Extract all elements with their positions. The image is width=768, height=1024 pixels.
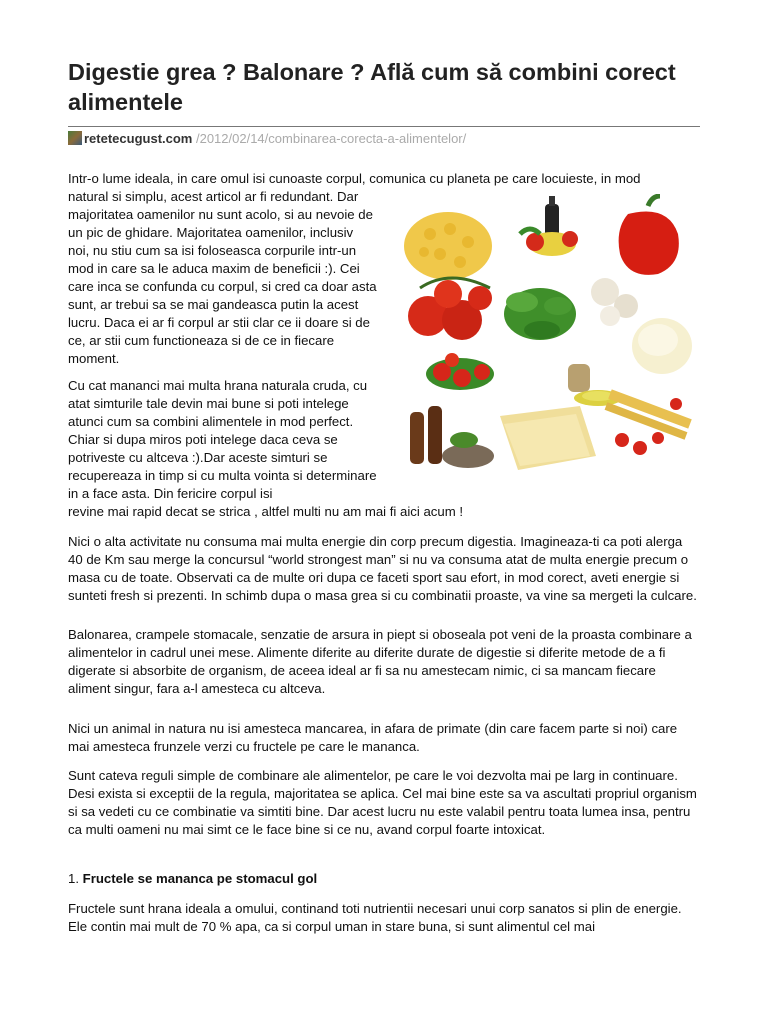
paragraph-1-rest: natural si simplu, acest articol ar fi redundant. Dar majoritatea oamenilor nu sunt acolo, si au nevoie de un pic de ghidare. Majoritatea oamenilor, inclusiv noi, nu stiu cum sa isi foloseasca corpurile intr-un mod in care sa le aduca maxim de beneficii :). Cei care inca se confunda cu corpul, si cred ca doar asta sunt, ar trebui sa se mai gandeasca putin la acest lucru. Daca ei ar fi corpul ar stii clar ce ii doare si de ce, ar stii cum functioneaza si de ce in fiecare moment. [68, 189, 377, 366]
pasta-icon [404, 212, 492, 280]
site-favicon-icon [68, 131, 82, 145]
title-divider [68, 126, 700, 127]
lasagna-sheets-icon [500, 406, 596, 470]
tomatoes-icon [408, 278, 492, 340]
pepper-grinder-icon [410, 406, 494, 468]
rule-number: 1. [68, 871, 83, 886]
spaghetti-icon [606, 394, 690, 455]
mozzarella-icon [632, 318, 692, 374]
paragraph-2-end: revine mai rapid decat se strica , altfel multi nu am mai fi aici acum ! [68, 504, 464, 519]
food-illustration [400, 194, 700, 494]
source-path-link[interactable]: /2012/02/14/combinarea-corecta-a-alimentelor/ [192, 131, 467, 146]
paragraph-4: Balonarea, crampele stomacale, senzatie de arsura in piept si oboseala pot veni de la proasta combinare a alimentelor in cadrul unei mese. Alimente diferite au diferite durate de digestie si diferite metode de a fi digerate si absorbite de organism, de aceea ideal ar fi sa nu amestecam nimic, ci sa mancam fiecare aliment singur, fara a-l amesteca cu altceva. [68, 627, 692, 696]
paragraph-1-line-1: Intr-o lume ideala, in care omul isi cunoaste corpul, comunica cu planeta pe care locuieste, in mod [68, 171, 641, 186]
basil-icon [504, 288, 576, 340]
article-title: Digestie grea ? Balonare ? Află cum să combini corect alimentele [68, 59, 676, 115]
red-pepper-icon [619, 196, 679, 275]
paragraph-5: Nici un animal in natura nu isi amesteca mancarea, in afara de primate (din care facem parte si noi) care mai amesteca frunzele verzi cu fructele pe care le mananca. [68, 721, 678, 754]
paragraph-3: Nici o alta activitate nu consuma mai multa energie din corp precum digestia. Imagineaza-ti ca poti alerga 40 de Km sau merge la concursul “world strongest man” si nu va consuma atat de multa energie precum o masa cu de toate. Observati ca de multe ori dupa ce faceti sport sau efort, in mod corect, aveti energie si sunteti fresh si prezenti. In schimb dupa o masa grea si cu combinatii proaste, va vine sa mergeti la culcare. [68, 534, 697, 603]
source-site-link[interactable]: retetecugust.com [84, 131, 193, 146]
paragraph-6: Sunt cateva reguli simple de combinare ale alimentelor, pe care le voi dezvolta mai pe larg in continuare. Desi exista si exceptii de la regula, majoritatea se aplica. Cel mai bine este sa va ascultati propriul organism si sa vedeti cu ce combinatie va simtiti bine. Dar acest lucru nu este valabil pentru toata lumea insa, pentru ca multi oameni nu mai simt ce le face bine si ce nu, avand corpul foarte intoxicat. [68, 768, 697, 837]
rule-1-heading [68, 870, 700, 888]
paragraph-2: Cu cat mananci mai multa hrana naturala cruda, cu atat simturile tale devin mai bune si poti intelege atunci cum sa combini alimentele in mod perfect. Chiar si dupa miros poti intelege daca ceva se potriveste cu altceva :).Dar aceste simturi se recupereaza in timp si cu multa vointa si determinare in a face asta. Din fericire corpul isi [68, 378, 377, 501]
garlic-icon [591, 278, 638, 326]
rule-title: Fructele se mananca pe stomacul gol [82, 871, 318, 886]
oil-bottle-icon [520, 196, 578, 256]
cherry-tomatoes-icon [426, 353, 494, 390]
source-line [68, 131, 466, 147]
paragraph-8: Fructele sunt hrana ideala a omului, continand toti nutrientii necesari unui corp sanatos si plin de energie. Ele contin mai mult de 70 % apa, ca si corpul uman in stare buna, si sunt alimentul cel mai [68, 901, 682, 934]
